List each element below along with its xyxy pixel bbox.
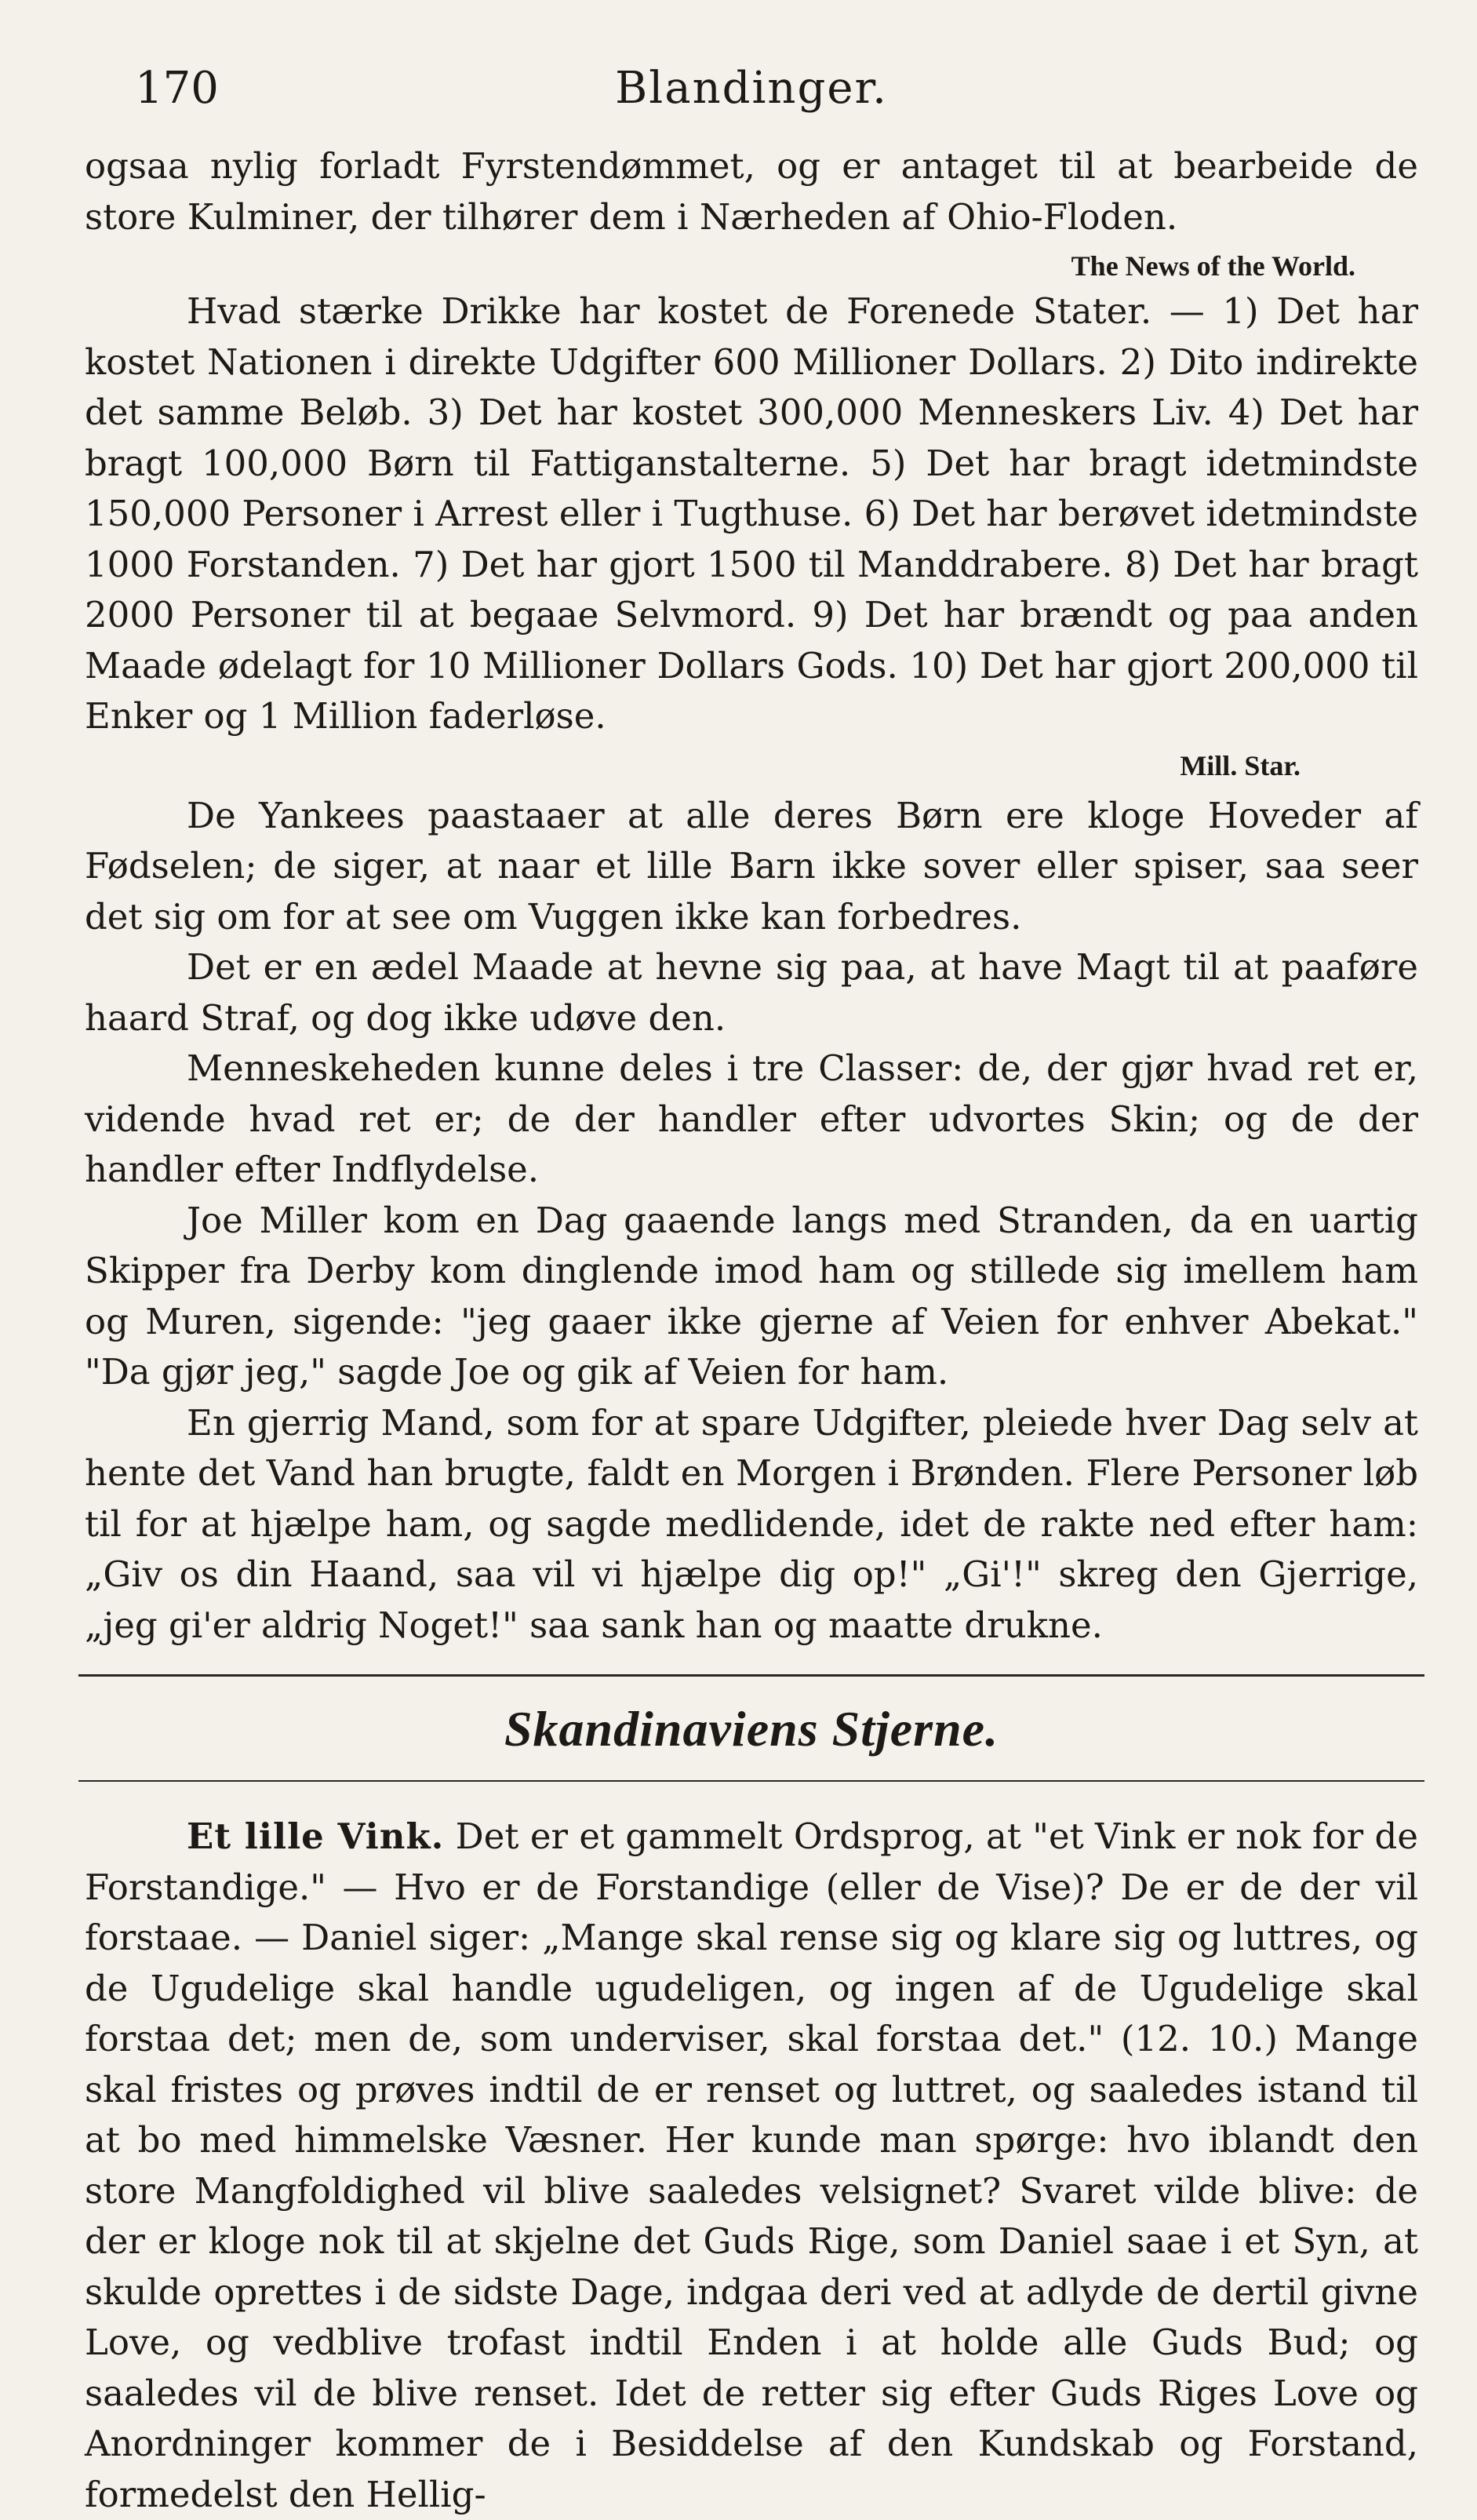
paragraph-joe-miller: Joe Miller kom en Dag gaaende langs med Stranden, da en uartig Skipper fra Derby kom dinglende imod ham og stillede sig imellem ham og Muren, sigende: "jeg gaaer ikke gjerne af Veien for enhver Abekat." "Da gjør jeg," sagde Joe og gik af Veien for ham. [85, 1199, 1418, 1393]
source-attribution: The News of the World. [1071, 250, 1355, 282]
paragraph-miser: En gjerrig Mand, som for at spare Udgifter, pleiede hver Dag selv at hente det Vand han brugte, faldt en Morgen i Brønden. Flere Personer løb til for at hjælpe ham, og sagde medlidende, idet de rakte ned efter ham: „Giv os din Haand, saa vil vi hjælpe dig op!" „Gi'!" skreg den Gjerrige, „jeg gi'er aldrig Noget!" saa sank han og maatte drukne. [85, 1401, 1418, 1646]
book-page [85, 55, 1418, 2520]
paragraph-continued: ogsaa nylig forladt Fyrstendømmet, og er antaget til at bearbeide de store Kulminer, der tilhører dem i Nærheden af Ohio-Floden. [85, 145, 1418, 238]
source-attribution: Mill. Star. [1180, 749, 1301, 781]
paragraph-classes: Menneskeheden kunne deles i tre Classer: de, der gjør hvad ret er, vidende hvad ret er; de der handler efter udvortes Skin; og de der handler efter Indflydelse. [85, 1047, 1418, 1190]
divider-rule [78, 1674, 1424, 1677]
divider-rule [78, 1780, 1424, 1782]
paragraph-yankees: De Yankees paastaaer at alle deres Børn ere kloge Hoveder af Fødselen; de siger, at naar et lille Barn ikke sover eller spiser, saa seer det sig om for at see om Vuggen ikke kan forbedres. [85, 794, 1418, 938]
article-text: Det er et gammelt Ordsprog, at "et Vink er nok for de Forstandige." — Hvo er de Forstandige (eller de Vise)? De er de der vil forstaae. — Daniel siger: „Mange skal rense sig og klare sig og luttres, og de Ugudelige skal handle ugudeligen, og ingen af de Ugudelige skal forstaa det; men de, som underviser, skal forstaa det." (12. 10.) Mange skal fristes og prøves indtil de er renset og luttret, og saaledes istand til at bo med himmelske Væsner. Her kunde man spørge: hvo iblandt den store Mangfoldighed vil blive saaledes velsignet? Svaret vilde blive: de der er kloge nok til at skjelne det Guds Rige, som Daniel saae i et Syn, at skulde oprettes i de sidste Dage, indgaa deri ved at adlyde de dertil givne Love, og vedblive trofast indtil Enden i at holde alle Guds Bud; og saaledes vil de blive renset. Idet de retter sig efter Guds Riges Love og Anordninger kommer de i Besiddelse af den Kundskab og Forstand, formedelst den Hellig- [85, 1815, 1418, 2515]
article-paragraph [85, 1812, 1418, 2520]
article-lead-title: Et lille Vink. [187, 1815, 445, 1857]
paragraph-revenge: Det er en ædel Maade at hevne sig paa, at have Magt til at paaføre haard Straf, og dog ikke udøve den. [85, 946, 1418, 1039]
article [85, 1812, 1418, 2520]
section-title: Blandinger. [615, 63, 888, 114]
running-head [85, 55, 1418, 141]
newspaper-heading-block [85, 1674, 1418, 1782]
page-number: 170 [135, 63, 219, 114]
paragraph-drink-costs: Hvad stærke Drikke har kostet de Forenede Stater. — 1) Det har kostet Nationen i direkte Udgifter 600 Millioner Dollars. 2) Dito indirekte det samme Beløb. 3) Det har kostet 300,000 Menneskers Liv. 4) Det har bragt 100,000 Børn til Fattiganstalterne. 5) Det har bragt idetmindste 150,000 Personer i Arrest eller i Tugthuse. 6) Det har berøvet idetmindste 1000 Forstanden. 7) Det har gjort 1500 til Manddrabere. 8) Det har bragt 2000 Personer til at begaae Selvmord. 9) Det har brændt og paa anden Maade ødelagt for 10 Millioner Dollars Gods. 10) Det har gjort 200,000 til Enker og 1 Million faderløse. [85, 290, 1418, 737]
newspaper-title: Skandinaviens Stjerne. [504, 1701, 999, 1757]
